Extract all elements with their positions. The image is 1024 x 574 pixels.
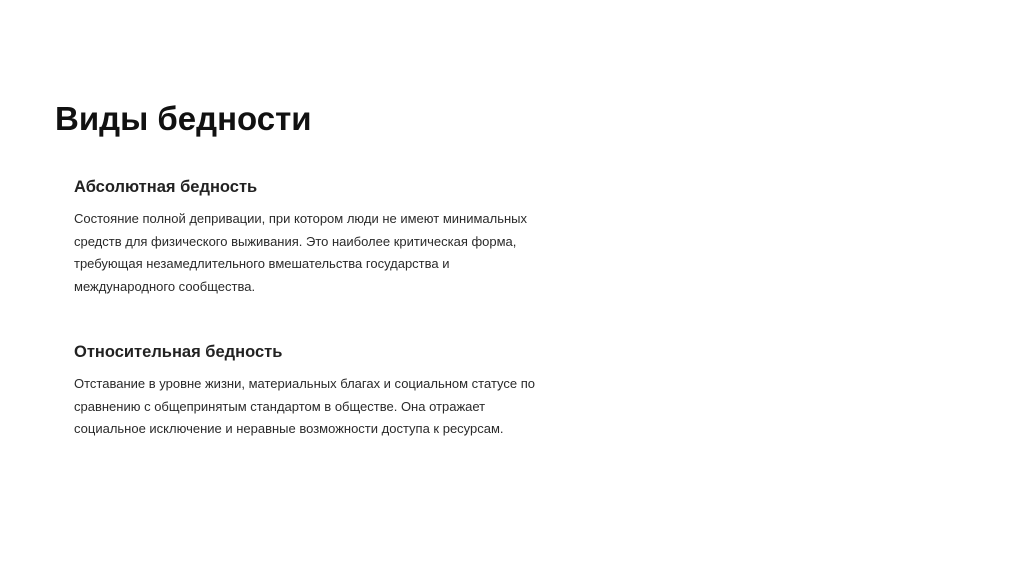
body-line: сравнению с общепринятым стандартом в обществе. Она отражает	[74, 398, 486, 414]
body-line: Состояние полной депривации, при котором люди не имеют минимальных	[74, 211, 528, 226]
body-line: требующая незамедлительного вмешательства государства и	[74, 256, 450, 272]
section-relative-poverty	[74, 341, 594, 441]
slide-title: Виды бедности	[55, 100, 312, 137]
section-heading: Относительная бедность	[74, 343, 283, 361]
section-absolute-poverty	[74, 176, 594, 299]
section-body	[74, 373, 594, 441]
body-line: средств для физического выживания. Это наиболее критическая форма,	[74, 233, 517, 249]
section-body	[74, 208, 594, 299]
body-line: Отставание в уровне жизни, материальных благах и социальном статусе по	[74, 376, 536, 391]
body-line: социальное исключение и неравные возможности доступа к ресурсам.	[74, 421, 504, 437]
section-heading: Абсолютная бедность	[74, 178, 258, 196]
body-line: международного сообщества.	[74, 279, 256, 295]
